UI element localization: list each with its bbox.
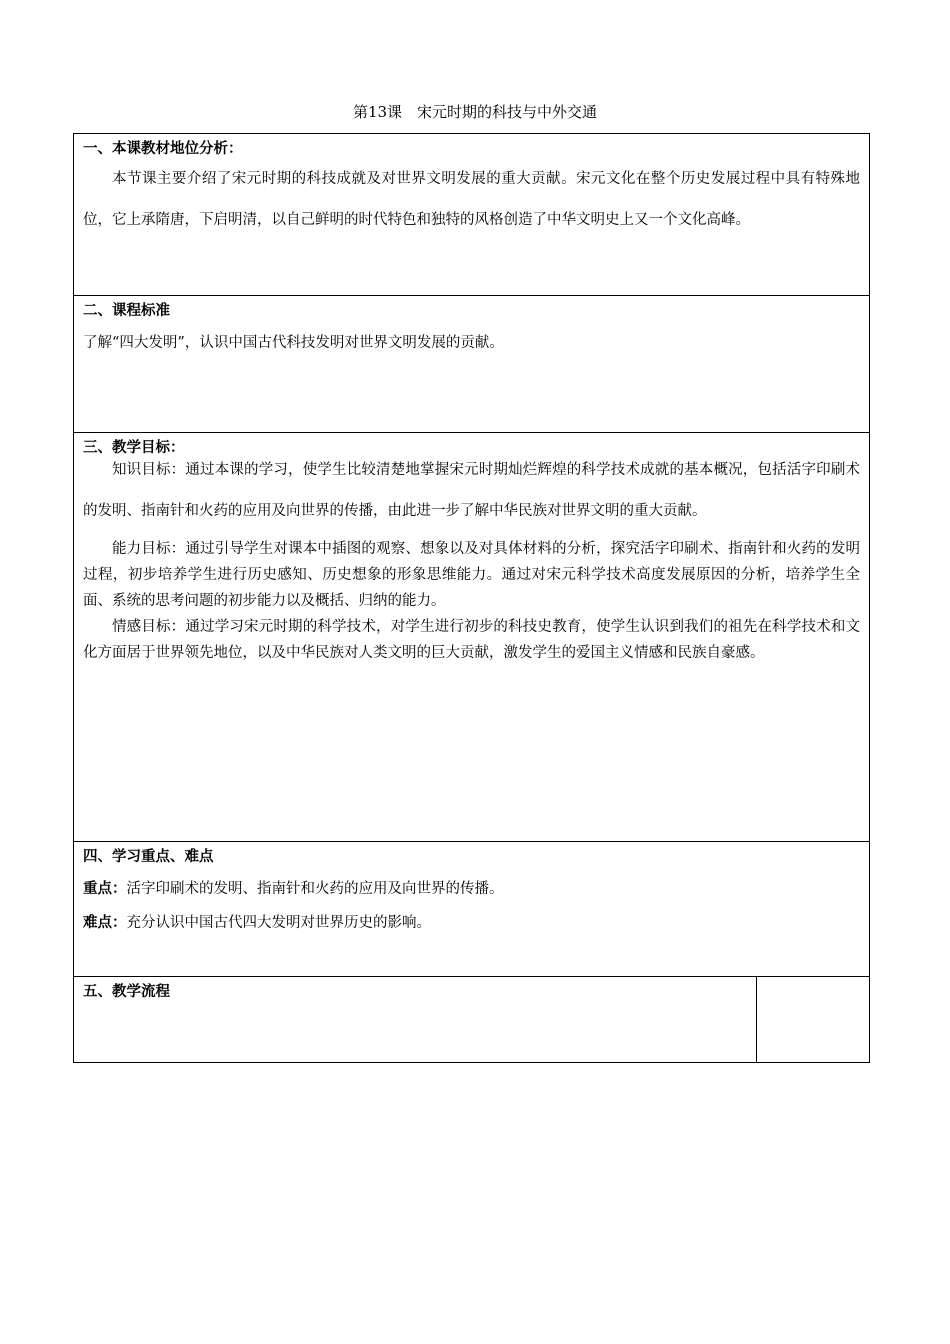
- difficult-point-text: 充分认识中国古代四大发明对世界历史的影响。: [126, 915, 431, 931]
- section-heading: 五、教学流程: [83, 983, 170, 1000]
- goal-ability: 能力目标：通过引导学生对课本中插图的观察、想象以及对具体材料的分析，探究活字印刷术、指南针和火药的发明过程，初步培养学生进行历史感知、历史想象的形象思维能力。通过对宋元科学技术高度发展原因的分析，培养学生全面、系统的思考问题的初步能力以及概括、归纳的能力。: [83, 541, 860, 609]
- section-row-key-points: [74, 842, 870, 977]
- section-row-curriculum-standard: [74, 296, 870, 433]
- section-row-teaching-goals: [74, 433, 870, 842]
- key-point-text: 活字印刷术的发明、指南针和火药的应用及向世界的传播。: [126, 881, 504, 897]
- key-point-label: 重点：: [83, 880, 127, 897]
- section-paragraph: 了解“四大发明”，认识中国古代科技发明对世界文明发展的贡献。: [83, 335, 504, 351]
- key-point-line: [83, 876, 860, 902]
- section-heading: 三、教学目标：: [83, 439, 185, 456]
- section-row-textbook-position: [74, 134, 870, 296]
- difficult-point-label: 难点：: [83, 914, 127, 931]
- section-cell: [74, 134, 870, 296]
- lesson-plan-table: [73, 133, 870, 1063]
- goal-knowledge: 知识目标：通过本课的学习，使学生比较清楚地掌握宋元时期灿烂辉煌的科学技术成就的基本概况，包括活字印刷术的发明、指南针和火药的应用及向世界的传播，由此进一步了解中华民族对世界文明的重大贡献。: [83, 462, 860, 519]
- section-cell: [74, 842, 870, 977]
- section-paragraph: 本节课主要介绍了宋元时期的科技成就及对世界文明发展的重大贡献。宋元文化在整个历史发展过程中具有特殊地位，它上承隋唐，下启明清，以自己鲜明的时代特色和独特的风格创造了中华文明史上又一个文化高峰。: [83, 171, 860, 228]
- goal-emotion: 情感目标：通过学习宋元时期的科学技术，对学生进行初步的科技史教育，使学生认识到我们的祖先在科学技术和文化方面居于世界领先地位，以及中华民族对人类文明的巨大贡献，激发学生的爱国主义情感和民族自豪感。: [83, 619, 860, 661]
- section-cell: [74, 977, 757, 1063]
- section-row-teaching-process: [74, 977, 870, 1063]
- difficult-point-line: [83, 910, 860, 936]
- section-cell: [74, 296, 870, 433]
- section-heading: 一、本课教材地位分析：: [83, 140, 243, 157]
- section-heading: 二、课程标准: [83, 302, 170, 319]
- page-title: 第13课 宋元时期的科技与中外交通: [352, 103, 598, 121]
- side-cell: [757, 977, 870, 1063]
- section-cell: [74, 433, 870, 842]
- section-heading: 四、学习重点、难点: [83, 848, 214, 865]
